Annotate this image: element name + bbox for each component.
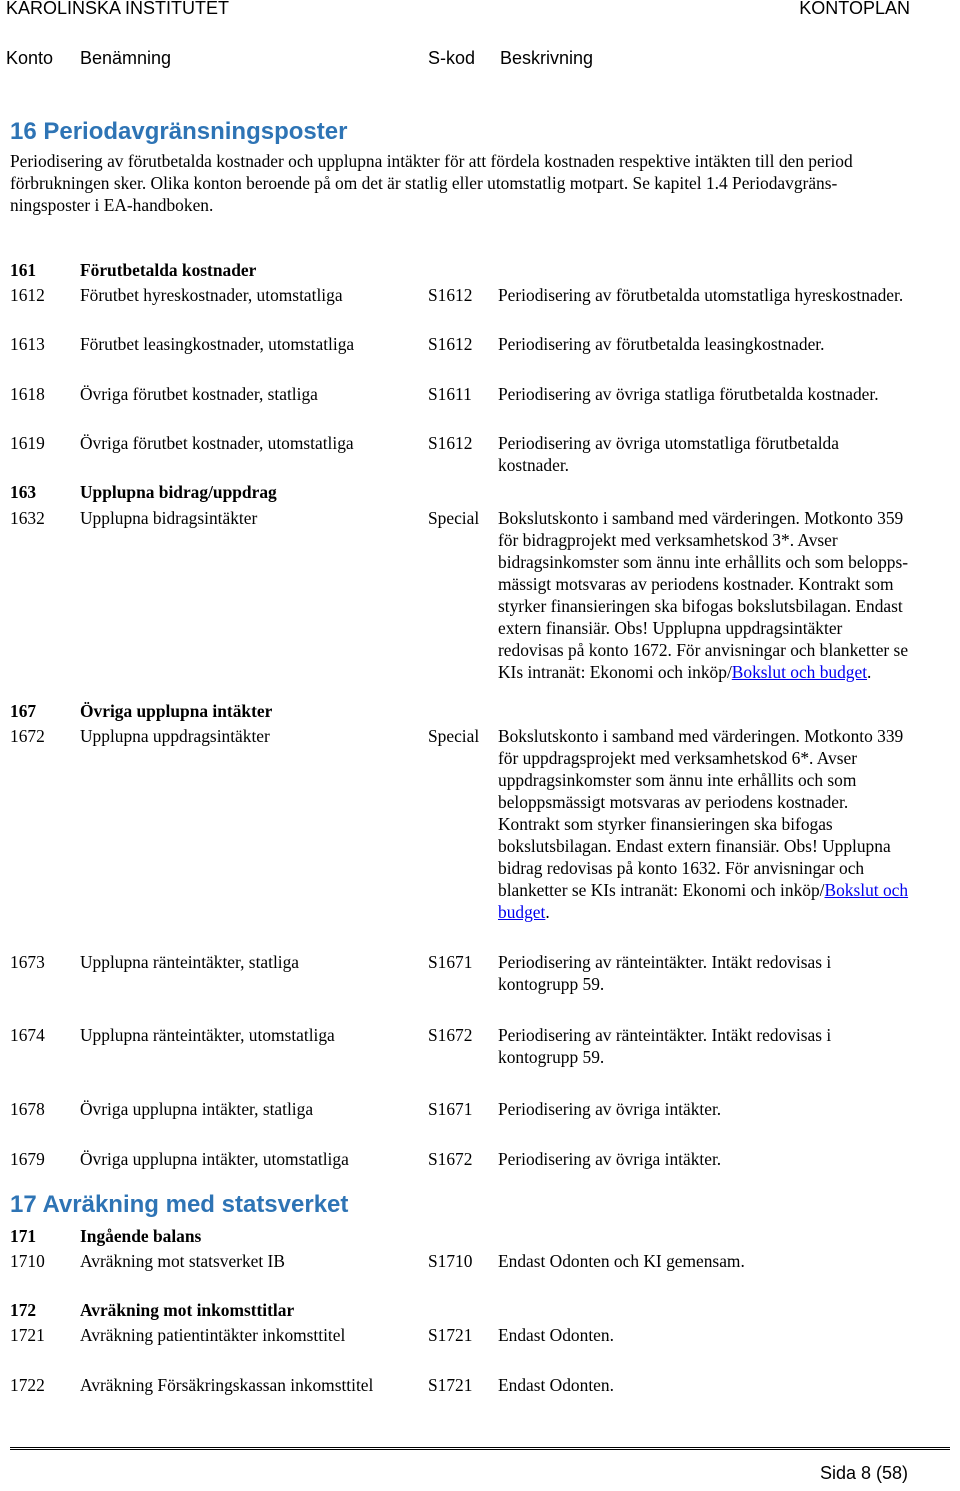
- description-line: extern finansiär. Obs! Upplupna uppdragsintäkter: [498, 618, 843, 638]
- description-line: beloppsmässigt motsvaras av periodens kostnader.: [498, 792, 849, 812]
- account-skod: S1721: [428, 1375, 473, 1395]
- description-text: .: [867, 662, 872, 682]
- account-skod: S1671: [428, 1099, 473, 1119]
- account-description: Periodisering av övriga intäkter.: [498, 1099, 722, 1119]
- account-name: Upplupna ränteintäkter, utomstatliga: [80, 1025, 335, 1045]
- description-line: Periodisering av övriga utomstatliga förutbetalda: [498, 433, 839, 453]
- account-description: [498, 507, 958, 683]
- account-name: Upplupna ränteintäkter, statliga: [80, 952, 300, 972]
- account-code: 1721: [10, 1325, 45, 1345]
- account-code: 1674: [10, 1025, 45, 1045]
- account-code: 1710: [10, 1251, 45, 1271]
- account-description: Periodisering av förutbetalda leasingkostnader.: [498, 334, 825, 354]
- description-line: bokslutsbilagan. Endast extern finansiär. Obs! Upplupna: [498, 836, 891, 856]
- account-description: [498, 725, 958, 923]
- description-line: redovisas på konto 1672. För anvisningar och blanketter se: [498, 640, 909, 660]
- account-name: Avräkning Försäkringskassan inkomsttitel: [80, 1375, 374, 1395]
- account-description: Periodisering av övriga statliga förutbetalda kostnader.: [498, 384, 879, 404]
- account-code: 1679: [10, 1149, 45, 1169]
- description-line: bidrag redovisas på konto 1632. För anvisningar och: [498, 858, 865, 878]
- description-line: Periodisering av ränteintäkter. Intäkt redovisas i: [498, 1025, 832, 1045]
- account-description: [498, 951, 958, 995]
- account-skod: S1612: [428, 285, 473, 305]
- header-org: KAROLINSKA INSTITUTET: [6, 0, 230, 18]
- group-name: Övriga upplupna intäkter: [80, 701, 273, 721]
- description-text: .: [545, 902, 550, 922]
- account-skod: S1612: [428, 433, 473, 453]
- description-line: [498, 879, 958, 901]
- description-line: Kontrakt som styrker finansieringen ska bifogas: [498, 814, 833, 834]
- account-code: 1632: [10, 508, 45, 528]
- account-name: Avräkning patientintäkter inkomsttitel: [80, 1325, 346, 1345]
- group-name: Upplupna bidrag/uppdrag: [80, 482, 277, 502]
- account-name: Förutbet leasingkostnader, utomstatliga: [80, 334, 355, 354]
- account-skod: S1671: [428, 952, 473, 972]
- account-skod: S1611: [428, 384, 472, 404]
- account-name: Upplupna uppdragsintäkter: [80, 726, 270, 746]
- group-code: 161: [10, 260, 37, 280]
- section-17-title: 17 Avräkning med statsverket: [10, 1191, 349, 1218]
- bokslut-och-budget-link[interactable]: Bokslut och: [824, 880, 909, 900]
- account-description: Endast Odonten.: [498, 1375, 614, 1395]
- account-name: Upplupna bidragsintäkter: [80, 508, 258, 528]
- description-text: blanketter se KIs intranät: Ekonomi och inköp/: [498, 880, 825, 900]
- account-name: Övriga upplupna intäkter, statliga: [80, 1099, 314, 1119]
- column-header-skod: S-kod: [428, 48, 476, 68]
- account-description: Endast Odonten.: [498, 1325, 614, 1345]
- header-doc-title: KONTOPLAN: [799, 0, 910, 18]
- account-code: 1678: [10, 1099, 45, 1119]
- column-header-konto: Konto: [6, 48, 54, 68]
- account-skod: S1672: [428, 1025, 473, 1045]
- group-name: Avräkning mot inkomsttitlar: [80, 1300, 295, 1320]
- intro-line: förbrukningen sker. Olika konton beroende på om det är statlig eller utomstatlig motpart. Se kapitel 1.4 Periodavgräns-: [10, 173, 838, 193]
- description-line: uppdragsinkomster som ännu inte erhållits och som: [498, 770, 857, 790]
- group-code: 172: [10, 1300, 37, 1320]
- description-line: [498, 901, 958, 923]
- account-description: Endast Odonten och KI gemensam.: [498, 1251, 745, 1271]
- account-code: 1612: [10, 285, 45, 305]
- account-code: 1613: [10, 334, 45, 354]
- description-line: kostnader.: [498, 455, 569, 475]
- account-code: 1619: [10, 433, 45, 453]
- account-name: Förutbet hyreskostnader, utomstatliga: [80, 285, 343, 305]
- description-line: Periodisering av ränteintäkter. Intäkt redovisas i: [498, 952, 832, 972]
- bokslut-och-budget-link[interactable]: budget: [498, 902, 546, 922]
- account-description: [498, 1024, 958, 1068]
- intro-line: ningsposter i EA-handboken.: [10, 195, 214, 215]
- section-16-title: 16 Periodavgränsningsposter: [10, 118, 348, 145]
- account-skod: S1672: [428, 1149, 473, 1169]
- group-name: Ingående balans: [80, 1226, 202, 1246]
- bokslut-och-budget-link[interactable]: Bokslut och budget: [731, 662, 868, 682]
- footer-divider: [10, 1447, 950, 1450]
- group-code: 163: [10, 482, 37, 502]
- section-16-intro: [10, 150, 950, 216]
- account-code: 1722: [10, 1375, 45, 1395]
- account-description: Periodisering av förutbetalda utomstatliga hyreskostnader.: [498, 285, 904, 305]
- account-skod: Special: [428, 726, 480, 746]
- description-line: kontogrupp 59.: [498, 974, 605, 994]
- group-name: Förutbetalda kostnader: [80, 260, 257, 280]
- account-code: 1618: [10, 384, 45, 404]
- account-name: Övriga förutbet kostnader, statliga: [80, 384, 318, 404]
- account-name: Övriga förutbet kostnader, utomstatliga: [80, 433, 354, 453]
- account-skod: S1710: [428, 1251, 473, 1271]
- column-header-beskrivning: Beskrivning: [500, 48, 594, 68]
- page-number: Sida 8 (58): [819, 1463, 908, 1483]
- account-code: 1672: [10, 726, 45, 746]
- account-description: Periodisering av övriga intäkter.: [498, 1149, 722, 1169]
- account-skod: Special: [428, 508, 480, 528]
- description-line: [498, 661, 958, 683]
- description-line: för uppdragsprojekt med verksamhetskod 6*. Avser: [498, 748, 858, 768]
- description-line: Bokslutskonto i samband med värderingen. Motkonto 339: [498, 726, 904, 746]
- group-code: 167: [10, 701, 37, 721]
- description-line: Bokslutskonto i samband med värderingen. Motkonto 359: [498, 508, 904, 528]
- account-skod: S1612: [428, 334, 473, 354]
- column-header-benamning: Benämning: [80, 48, 172, 68]
- description-line: bidragsinkomster som ännu inte erhållits och som belopps-: [498, 552, 909, 572]
- description-line: för bidragprojekt med verksamhetskod 3*. Avser: [498, 530, 838, 550]
- account-description: [498, 432, 958, 476]
- account-skod: S1721: [428, 1325, 473, 1345]
- account-name: Övriga upplupna intäkter, utomstatliga: [80, 1149, 349, 1169]
- group-code: 171: [10, 1226, 37, 1246]
- description-line: kontogrupp 59.: [498, 1047, 605, 1067]
- description-line: mässigt motsvaras av periodens kostnader. Kontrakt som: [498, 574, 894, 594]
- description-line: styrker finansieringen ska bifogas bokslutsbilagan. Endast: [498, 596, 903, 616]
- description-text: KIs intranät: Ekonomi och inköp/: [498, 662, 732, 682]
- account-name: Avräkning mot statsverket IB: [80, 1251, 285, 1271]
- intro-line: Periodisering av förutbetalda kostnader och upplupna intäkter för att fördela kostnaden respektive intäkten till den period: [10, 151, 853, 171]
- account-code: 1673: [10, 952, 45, 972]
